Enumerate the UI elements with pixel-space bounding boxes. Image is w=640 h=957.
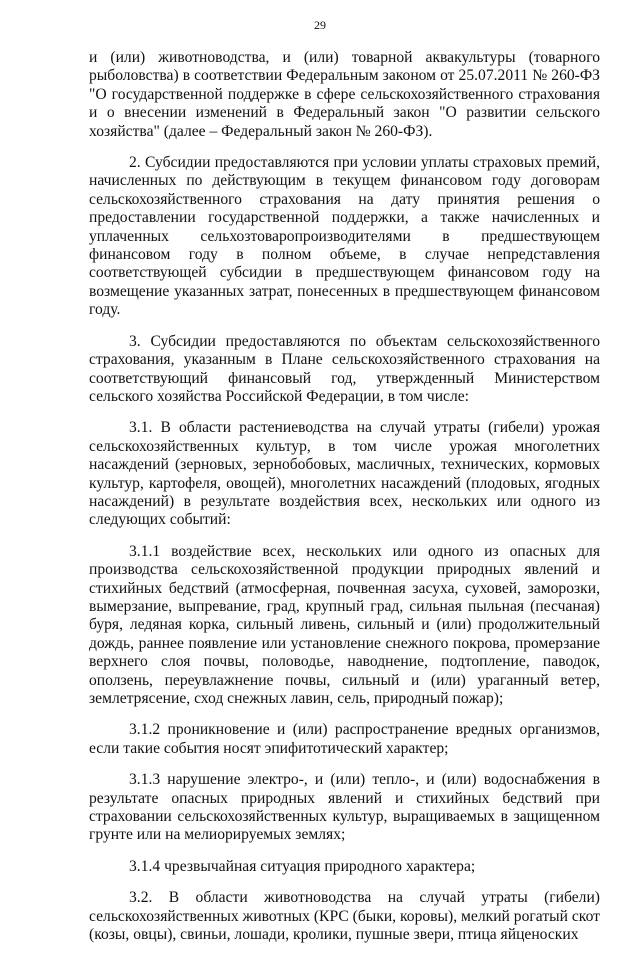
paragraph-clause-3-2: 3.2. В области животноводства на случай утраты (гибели) сельскохозяйственных животных (КРС (быки, коровы), мелкий рогатый скот (козы, овцы), свиньи, лошади, кролики, пушные звери, птица яйценоских (89, 889, 600, 944)
paragraph-law-reference: и (или) животноводства, и (или) товарной аквакультуры (товарного рыболовства) в соответствии Федеральным законом от 25.07.2011 № 260-ФЗ "О государственной поддержке в сфере сельскохозяйственного страхования и о внесении изменений в Федеральный закон "О развитии сельского хозяйства" (далее – Федеральный закон № 260-ФЗ). (89, 49, 600, 140)
paragraph-clause-3-1: 3.1. В области растениеводства на случай утраты (гибели) урожая сельскохозяйственных культур, в том числе урожая многолетних насаждений (зерновых, зернобобовых, масличных, технических, кормовых культур, картофеля, овощей), многолетних насаждений (плодовых, ягодных насаждений) в результате воздействия всех, нескольких или одного из следующих событий: (89, 419, 600, 529)
page-number: 29 (314, 18, 326, 32)
paragraph-clause-3-1-1: 3.1.1 воздействие всех, нескольких или одного из опасных для производства сельскохозяйственной продукции природных явлений и стихийных бедствий (атмосферная, почвенная засуха, суховей, заморозки, вымерзание, выпревание, град, крупный град, сильная пыльная (песчаная) буря, ледяная корка, сильный ливень, сильный и (или) продолжительный дождь, раннее появление или установление снежного покрова, промерзание верхнего слоя почвы, половодье, наводнение, подтопление, паводок, оползень, переувлажнение почвы, сильный и (или) ураганный ветер, землетрясение, сход снежных лавин, сель, природный пожар); (89, 542, 600, 707)
document-body (89, 49, 600, 957)
paragraph-clause-3-1-4: 3.1.4 чрезвычайная ситуация природного характера; (129, 857, 476, 875)
paragraph-clause-3: 3. Субсидии предоставляются по объектам сельскохозяйственного страхования, указанным в Плане сельскохозяйственного страхования на соответствующий финансовый год, утвержденный Министерством сельского хозяйства Российской Федерации, в том числе: (89, 332, 600, 405)
paragraph-clause-2: 2. Субсидии предоставляются при условии уплаты страховых премий, начисленных по действующим в текущем финансовом году договорам сельскохозяйственного страхования на дату принятия решения о предоставлении государственной поддержки, а также начисленных и уплаченных сельхозтоваропроизводителями в предшествующем финансовом году в полном объеме, в случае непредставления соответствующей субсидии в предшествующем финансовом году на возмещение указанных затрат, понесенных в предшествующем финансовом году. (89, 154, 600, 319)
paragraph-clause-3-1-2: 3.1.2 проникновение и (или) распространение вредных организмов, если такие события носят эпифитотический характер; (89, 721, 600, 757)
paragraph-clause-3-1-3: 3.1.3 нарушение электро-, и (или) тепло-, и (или) водоснабжения в результате опасных природных явлений и стихийных бедствий при страховании сельскохозяйственных культур, выращиваемых в защищенном грунте или на мелиорируемых землях; (89, 771, 600, 844)
